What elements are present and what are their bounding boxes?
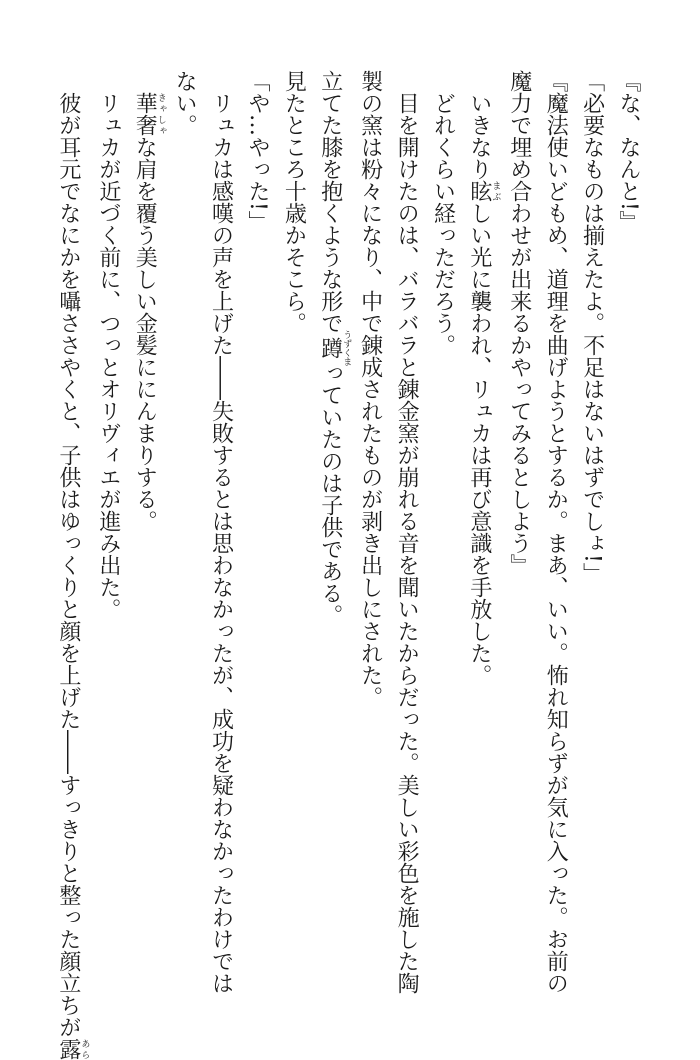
ruby-annotation: 華奢きゃしゃ: [132, 92, 166, 136]
ruby-reading: きゃしゃ: [155, 92, 166, 136]
text-line: 目を開けたのは、バラバラと錬金窯が崩れる音を聞いたからだった。美しい彩色を施した陶: [394, 92, 420, 994]
ruby-annotation: 露あら: [55, 1038, 90, 1060]
text-line: 見たところ十歳かそこら。: [281, 70, 307, 334]
text-line: 魔力で埋め合わせが出来るかやってみるとしよう』: [506, 70, 532, 576]
text-line: どれくらい経っただろう。: [430, 92, 456, 356]
text-line: いきなり眩まぶしい光に襲われ、リュカは再び意識を手放した。: [466, 92, 501, 686]
text-line: リュカは感嘆の声を上げた――失敗するとは思わなかったが、成功を疑わなかったわけでは: [208, 92, 234, 994]
text-line: ない。: [172, 70, 198, 136]
ruby-reading: まぶ: [490, 180, 501, 202]
ruby-reading: あら: [79, 1038, 90, 1060]
text-line: 「必要なものは揃えたよ。不足はないはずでしょ!」: [579, 70, 605, 585]
text-line: リュカが近づく前に、つっとオリヴィエが進み出た。: [95, 92, 121, 620]
text-line: 華奢きゃしゃな肩を覆う美しい金髪ににんまりする。: [132, 92, 166, 532]
text-line: 彼が耳元でなにかを囁ささやくと、子供はゆっくりと顔を上げた――すっきりと整った顔立ちが露あら: [55, 92, 90, 1060]
text-line: 製の窯は粉々になり、中で錬成されたものが剥き出しにされた。: [357, 70, 383, 708]
ruby-annotation: 眩まぶ: [466, 180, 501, 202]
ruby-annotation: 蹲うずくま: [317, 330, 352, 366]
text-line: 『な、なんと!』: [616, 70, 641, 233]
text-line: 『魔法使いどもめ、道理を曲げようとするか。まあ、いい。怖れ知らずが気に入った。お前の: [543, 70, 569, 994]
text-line: 立てた膝を抱くような形で蹲うずくまっていたのは子供である。: [317, 70, 352, 626]
ruby-reading: うずくま: [341, 330, 352, 366]
vertical-text-body: [50, 70, 647, 1060]
text-line: 「や…やった!」: [244, 70, 270, 233]
